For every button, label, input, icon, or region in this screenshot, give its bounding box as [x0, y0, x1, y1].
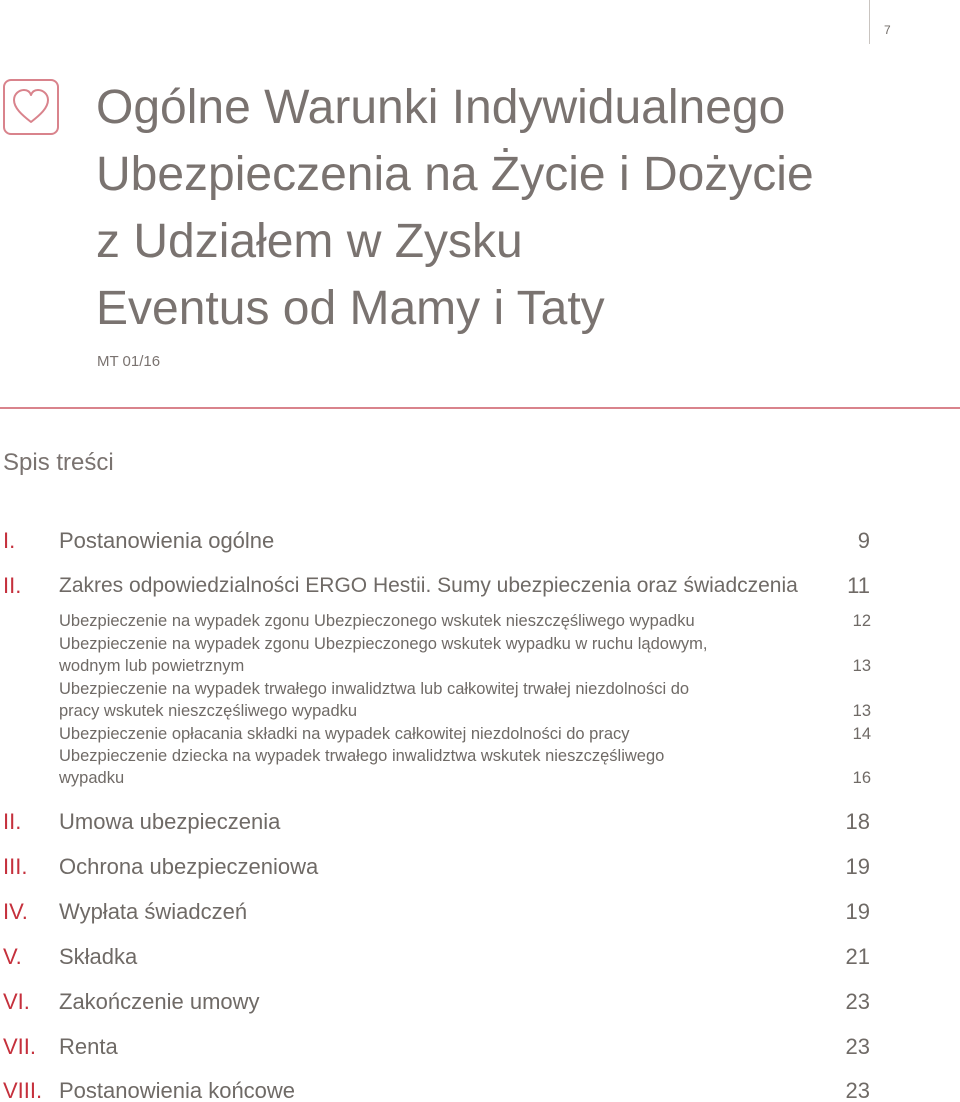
toc-entry-number: II. — [3, 573, 22, 598]
toc-subentry-page: 12 — [852, 612, 871, 630]
toc-entry-page: 23 — [845, 1034, 870, 1059]
toc-subentry[interactable] — [59, 745, 871, 790]
toc-entry-page: 18 — [845, 809, 870, 834]
toc-entry-page: 9 — [857, 528, 870, 553]
toc-subentry-text: Ubezpieczenie na wypadek zgonu Ubezpieczonego wskutek wypadku w ruchu lądowym, — [59, 635, 708, 653]
page-number-rule — [869, 0, 870, 44]
toc-entry-label: Wypłata świadczeń — [59, 899, 248, 924]
toc-entry-number: VI. — [3, 989, 30, 1014]
title-line-4: Eventus od Mamy i Taty — [96, 282, 605, 335]
document-title — [96, 74, 814, 342]
toc-subentry-text: Ubezpieczenie na wypadek trwałego inwalidztwa lub całkowitej trwałej niezdolności do — [59, 680, 690, 698]
toc-entry-page: 11 — [847, 573, 870, 598]
toc-subentry-page: 13 — [852, 657, 871, 676]
toc-subentry[interactable] — [59, 678, 871, 723]
toc-entry-label: Renta — [59, 1034, 118, 1059]
toc-entry-label: Ochrona ubezpieczeniowa — [59, 854, 319, 879]
toc-entry[interactable] — [0, 528, 960, 558]
toc-entry-number: I. — [3, 528, 16, 553]
toc-entry-page: 21 — [845, 944, 870, 969]
toc-entry-page: 19 — [845, 854, 870, 879]
toc-subentry-page: 14 — [852, 725, 871, 743]
toc-entry[interactable] — [0, 1034, 960, 1064]
toc-entry-number: V. — [3, 944, 22, 969]
toc-entry-page: 23 — [845, 1078, 870, 1102]
title-line-1: Ogólne Warunki Indywidualnego — [96, 81, 786, 134]
toc-entry[interactable] — [0, 1078, 960, 1102]
toc-entry[interactable] — [0, 899, 960, 929]
heart-icon — [2, 78, 60, 136]
toc-entry-label: Postanowienia ogólne — [59, 528, 275, 553]
toc-subentry-text: wodnym lub powietrznym — [59, 657, 245, 676]
toc-subentry-page: 13 — [852, 702, 871, 721]
toc-subentry[interactable] — [59, 633, 871, 678]
toc-entry[interactable] — [0, 989, 960, 1019]
toc-subentry-text: wypadku — [59, 769, 125, 788]
document-code: MT 01/16 — [97, 353, 161, 370]
page-number: 7 — [884, 23, 891, 37]
toc-entry-page: 23 — [845, 989, 870, 1014]
toc-entry-label: Składka — [59, 944, 138, 969]
toc-entry-number: IV. — [3, 899, 28, 924]
toc-entry[interactable] — [0, 944, 960, 974]
toc-entry[interactable] — [0, 809, 960, 839]
toc-heading: Spis treści — [3, 449, 114, 476]
toc-entry-page: 19 — [845, 899, 870, 924]
title-line-2: Ubezpieczenia na Życie i Dożycie — [96, 148, 814, 201]
toc-entry-number: VII. — [3, 1034, 37, 1059]
toc-entry-number: VIII. — [3, 1078, 43, 1102]
toc-subentry-text: Ubezpieczenie na wypadek zgonu Ubezpieczonego wskutek nieszczęśliwego wypadku — [59, 612, 695, 630]
toc-entry-number: III. — [3, 854, 28, 879]
title-line-3: z Udziałem w Zysku — [96, 215, 523, 268]
toc-subentry[interactable] — [59, 610, 871, 632]
toc-entry-label: Zakres odpowiedzialności ERGO Hestii. Sumy ubezpieczenia oraz świadczenia — [59, 574, 798, 597]
section-divider — [0, 407, 960, 409]
toc-entry-label: Postanowienia końcowe — [59, 1078, 296, 1102]
toc-subentry-text: Ubezpieczenie opłacania składki na wypadek całkowitej niezdolności do pracy — [59, 725, 630, 743]
toc-subentry[interactable] — [59, 723, 871, 745]
toc-entry[interactable] — [0, 573, 960, 603]
toc-subentry-page: 16 — [852, 769, 871, 788]
toc-entry-number: II. — [3, 809, 22, 834]
toc-entry[interactable] — [0, 854, 960, 884]
toc-subentry-text: Ubezpieczenie dziecka na wypadek trwałego inwalidztwa wskutek nieszczęśliwego — [59, 747, 665, 765]
toc-entry-label: Zakończenie umowy — [59, 989, 260, 1014]
toc-subentry-text: pracy wskutek nieszczęśliwego wypadku — [59, 702, 358, 721]
toc-entry-label: Umowa ubezpieczenia — [59, 809, 281, 834]
